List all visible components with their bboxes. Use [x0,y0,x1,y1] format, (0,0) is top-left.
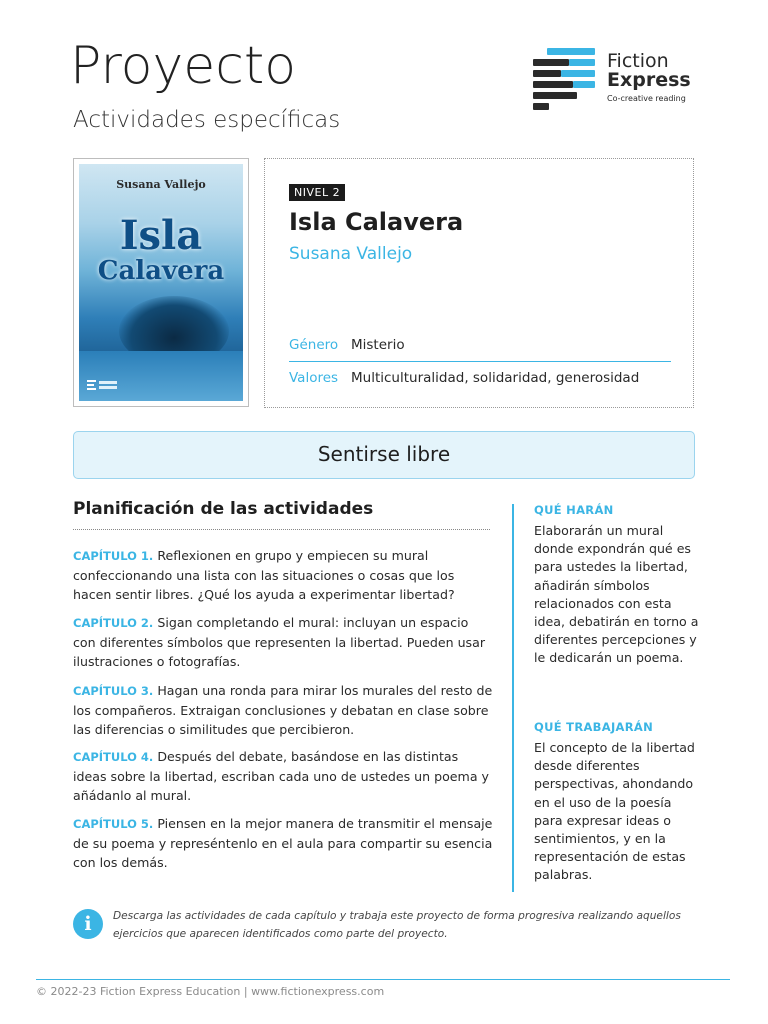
book-title: Isla Calavera [289,208,464,236]
chapter-text: Después del debate, basándose en las distintas ideas sobre la libertad, escriban cada uno de ustedes un poema y añádanlo al mural. [73,749,489,803]
chapter-text: Sigan completando el mural: incluyan un espacio con diferentes símbolos que representen la libertad. Pueden usar ilustraciones o fotografías. [73,615,486,669]
note-text: Descarga las actividades de cada capítulo y trabaja este proyecto de forma progresiva realizando aquellos ejercicios que aparecen identificados como parte del proyecto. [113,910,681,940]
chapter-item [73,546,493,604]
chapter-label: CAPÍTULO 3. [73,684,154,698]
level-badge: NIVEL 2 [289,184,345,201]
fiction-express-logo [533,48,703,112]
planning-title: Planificación de las actividades [73,499,374,519]
what-heading: QUÉ HARÁN [534,503,614,517]
footer-divider [36,979,730,980]
genre-value: Misterio [351,337,405,353]
work-text: El concepto de la libertad desde diferentes perspectivas, ahondando en el uso de la poesía para expresar ideas o sentimientos, y en la representación de estas palabras. [534,740,695,883]
book-cover-frame [73,158,249,407]
footer-text: © 2022-23 Fiction Express Education | www.fictionexpress.com [36,985,385,998]
section-title: Sentirse libre [317,442,451,466]
genre-row [289,337,671,353]
chapter-text: Reflexionen en grupo y empiecen su mural confeccionando una lista con las situaciones o cosas que los hacen sentir libres. ¿Qué los ayuda a experimentar libertad? [73,548,455,602]
logo-bars-icon [533,48,597,112]
values-row [289,370,671,386]
page-subtitle: Actividades específicas [73,107,341,133]
chapter-item [73,613,493,671]
work-heading: QUÉ TRABAJARÁN [534,720,653,734]
logo-word-fiction: Fiction [607,50,669,72]
logo-word-express: Express [607,69,691,91]
cover-title-line1: Isla [119,212,203,259]
what-text: Elaborarán un mural donde expondrán qué es para ustedes la libertad, añadirán símbolos relacionados con esta idea, debatirán en torno a diferentes percepciones y le dedicarán un poema. [534,523,699,666]
cover-title-line2: Calavera [97,256,225,286]
chapter-text: Hagan una ronda para mirar los murales del resto de los compañeros. Extraigan conclusiones y debatan en clase sobre las diferencias o similitudes que percibieron. [73,683,493,737]
chapter-item [73,814,493,872]
page-title: Proyecto [70,36,297,96]
chapter-label: CAPÍTULO 4. [73,750,154,764]
values-label: Valores [289,370,339,386]
genre-label: Género [289,337,339,353]
cover-publisher-logo-icon [87,379,119,393]
sidebar-divider [512,504,514,892]
section-header [73,431,695,479]
info-icon: i [73,909,103,939]
chapter-item [73,681,493,739]
values-value: Multiculturalidad, solidaridad, generosidad [351,370,640,386]
chapter-text: Piensen en la mejor manera de transmitir el mensaje de su poema y represéntenlo en el aula para compartir su esencia con los demás. [73,816,493,870]
book-info-box [264,158,694,408]
cover-author: Susana Vallejo [116,178,206,191]
book-author: Susana Vallejo [289,244,413,264]
logo-tagline: Co-creative reading [607,94,686,103]
planning-divider [73,529,490,530]
meta-divider [289,361,671,362]
chapter-label: CAPÍTULO 2. [73,616,154,630]
chapter-label: CAPÍTULO 5. [73,817,154,831]
book-cover-image [79,164,243,401]
chapter-item [73,747,493,805]
cover-sea-illustration [79,351,243,401]
chapter-label: CAPÍTULO 1. [73,549,154,563]
